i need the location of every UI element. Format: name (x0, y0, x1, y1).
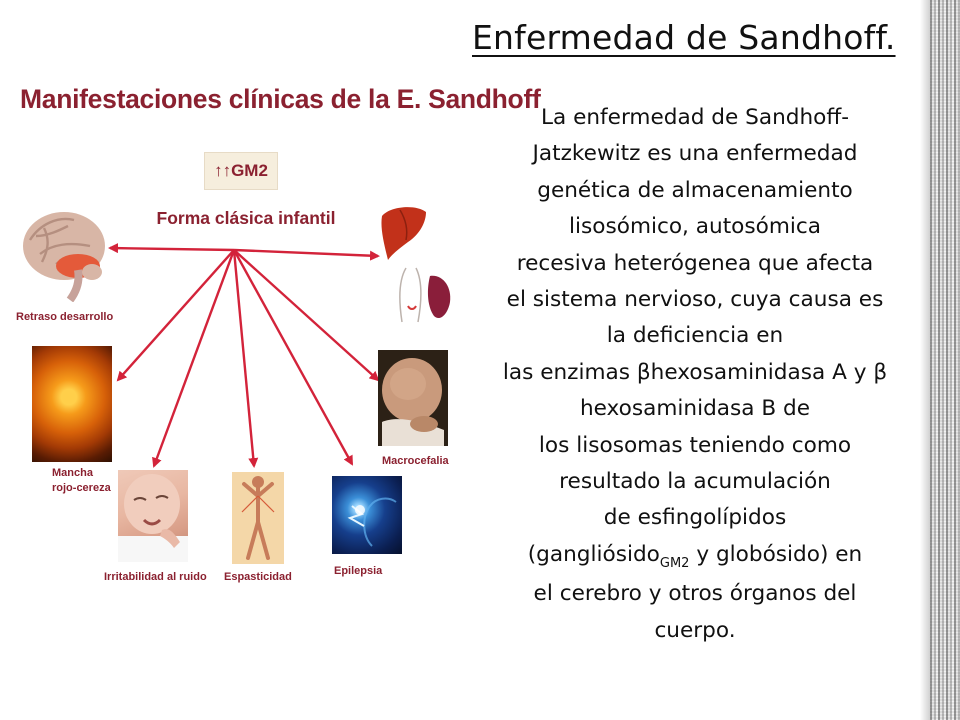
caption-cherry-spot-1: Mancha (52, 467, 93, 479)
body-line: recesiva heterógenea que afecta (516, 250, 874, 276)
spasticity-figure-image (232, 472, 284, 564)
slide-title: Enfermedad de Sandhoff. (472, 18, 896, 57)
retina-cherry-red-spot-image (32, 346, 112, 462)
epilepsy-brain-scan-image (332, 476, 402, 554)
gm2-badge: ↑↑GM2 (204, 152, 278, 190)
crying-baby-image (118, 470, 188, 562)
body-line: los lisosomas teniendo como (538, 432, 852, 458)
globoside-text: y globósido) en (689, 541, 863, 567)
clinical-manifestations-figure (14, 80, 541, 600)
caption-cherry-spot-2: rojo-cereza (52, 482, 111, 494)
body-line: Jatzkewitz es una enfermedad (532, 141, 858, 167)
body-line: hexosaminidasa B de (579, 396, 811, 422)
body-line-ganglioside (462, 537, 928, 576)
caption-epilepsy: Epilepsia (334, 565, 383, 577)
arrow-to-liver (234, 250, 378, 256)
gm2-subscript: GM2 (659, 555, 690, 571)
caption-irritability: Irritabilidad al ruido (104, 571, 207, 583)
classic-infantile-label: Forma clásica infantil (156, 208, 336, 228)
arrow-to-macrocephaly (234, 250, 378, 380)
caption-macrocephaly: Macrocefalia (382, 455, 449, 467)
arrow-to-development (110, 248, 234, 250)
decorative-border-strip (930, 0, 960, 720)
body-line: resultado la acumulación (559, 469, 831, 495)
body-line: de esfingolípidos (603, 505, 787, 531)
body-line: las enzimas βhexosaminidasa A y β (502, 359, 888, 385)
ganglioside-text: (gangliósido (527, 541, 660, 567)
liver-image (380, 204, 428, 262)
body-line: La enfermedad de Sandhoff- (540, 105, 850, 130)
body-line: genética de almacenamiento (537, 177, 853, 203)
body-line: la deficiencia en (606, 323, 784, 349)
brain-image (20, 206, 106, 302)
body-line: lisosómico, autosómica (569, 214, 821, 240)
figure-title: Manifestaciones clínicas de la E. Sandhoff (20, 84, 541, 114)
arrow-to-irritability (154, 250, 234, 466)
body-line: el cerebro y otros órganos del (533, 581, 857, 607)
spleen-image (396, 266, 454, 324)
body-line: el sistema nervioso, cuya causa es (506, 287, 884, 313)
macrocephaly-image (378, 350, 448, 446)
slide-body-text (462, 100, 928, 649)
caption-spasticity: Espasticidad (224, 571, 292, 583)
caption-development-delay: Retraso desarrollo (16, 311, 114, 323)
arrow-to-retina (118, 250, 234, 380)
body-line: cuerpo. (654, 617, 736, 643)
